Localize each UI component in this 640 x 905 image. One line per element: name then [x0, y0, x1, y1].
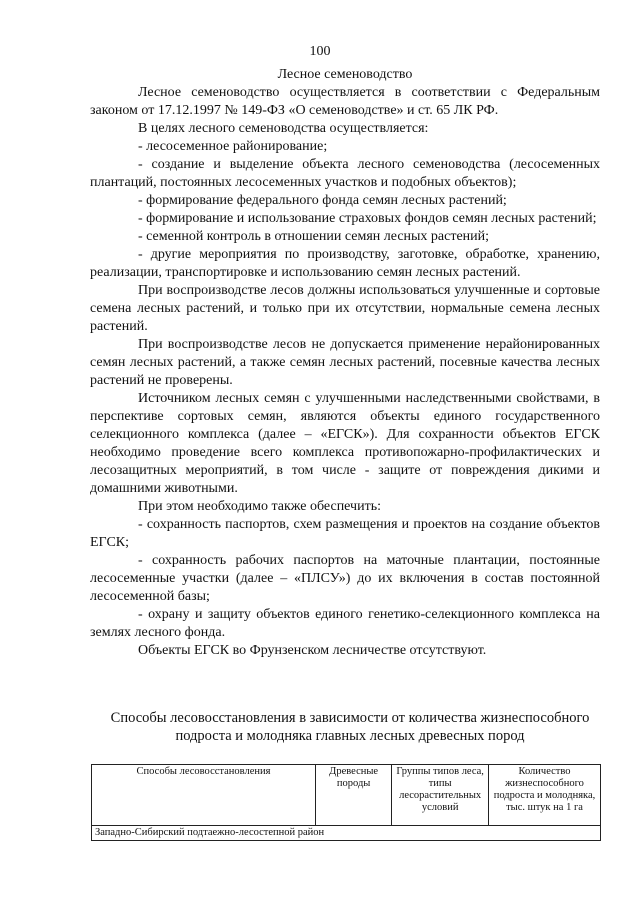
header-forest-type-groups: Группы типов леса, типы лесорастительных условий — [392, 765, 489, 826]
table-title-line-2: подроста и молодняка главных лесных древесных пород — [175, 728, 525, 744]
paragraph: В целях лесного семеноводства осуществляется: — [138, 121, 429, 136]
table-header-row — [92, 765, 601, 826]
region-cell: Западно-Сибирский подтаежно-лесостепной район — [92, 826, 601, 841]
table-row — [92, 826, 601, 841]
paragraph: - создание и выделение объекта лесного семеноводства (лесосеменных плантаций, постоянных лесосеменных участков и подобных объектов); — [90, 157, 600, 190]
paragraph: - сохранность рабочих паспортов на маточные плантации, постоянные лесосеменные участки (далее – «ПЛСУ») до их включения в состав постоянной лесосеменной базы; — [90, 553, 600, 604]
page-number: 100 — [309, 44, 331, 59]
paragraph: При воспроизводстве лесов должны использоваться улучшенные и сортовые семена лесных растений, и только при их отсутствии, нормальные семена лесных растений. — [90, 283, 600, 334]
table-title-line-1: Способы лесовосстановления в зависимости от количества жизнеспособного — [110, 710, 590, 726]
header-tree-species: Древесные породы — [315, 765, 391, 826]
paragraph: - сохранность паспортов, схем размещения и проектов на создание объектов ЕГСК; — [90, 517, 600, 550]
paragraph: Лесное семеноводство осуществляется в соответствии с Федеральным законом от 17.12.1997 № 149-ФЗ «О семеноводстве» и ст. 65 ЛК РФ. — [90, 85, 600, 118]
paragraph-list — [90, 84, 600, 660]
paragraph: При этом необходимо также обеспечить: — [138, 499, 381, 514]
paragraph: - формирование и использование страховых фондов семян лесных растений; — [138, 211, 597, 226]
section-heading: Лесное семеноводство — [277, 67, 413, 82]
table-title — [90, 709, 610, 745]
paragraph: Источником лесных семян с улучшенными наследственными свойствами, в перспективе сортовых семян, являются объекты единого государственного селекционного комплекса (далее – «ЕГСК»). Для сохранности объектов ЕГСК необходимо проведение всего комплекса противопожарно-профилактических и лесозащитных мероприятий, в том числе - защите от повреждения дикими и домашними животными. — [90, 391, 600, 496]
paragraph: При воспроизводстве лесов не допускается применение нерайонированных семян лесных растений, а также семян лесных растений, посевные качества лесных растений не проверены. — [90, 337, 600, 388]
paragraph: - лесосеменное районирование; — [138, 139, 328, 154]
paragraph: Объекты ЕГСК во Фрунзенском лесничестве отсутствуют. — [138, 643, 487, 658]
header-undergrowth-count: Количество жизнеспособного подроста и молодняка, тыс. штук на 1 га — [489, 765, 601, 826]
paragraph: - формирование федерального фонда семян лесных растений; — [138, 193, 507, 208]
paragraph: - семенной контроль в отношении семян лесных растений; — [138, 229, 490, 244]
paragraph: - охрану и защиту объектов единого генетико-селекционного комплекса на землях лесного фонда. — [90, 607, 600, 640]
header-methods: Способы лесовосстановления — [92, 765, 316, 826]
reforestation-table — [91, 764, 601, 841]
document-body — [90, 66, 600, 660]
paragraph: - другие мероприятия по производству, заготовке, обработке, хранению, реализации, транспортировке и использованию семян лесных растений. — [90, 247, 600, 280]
